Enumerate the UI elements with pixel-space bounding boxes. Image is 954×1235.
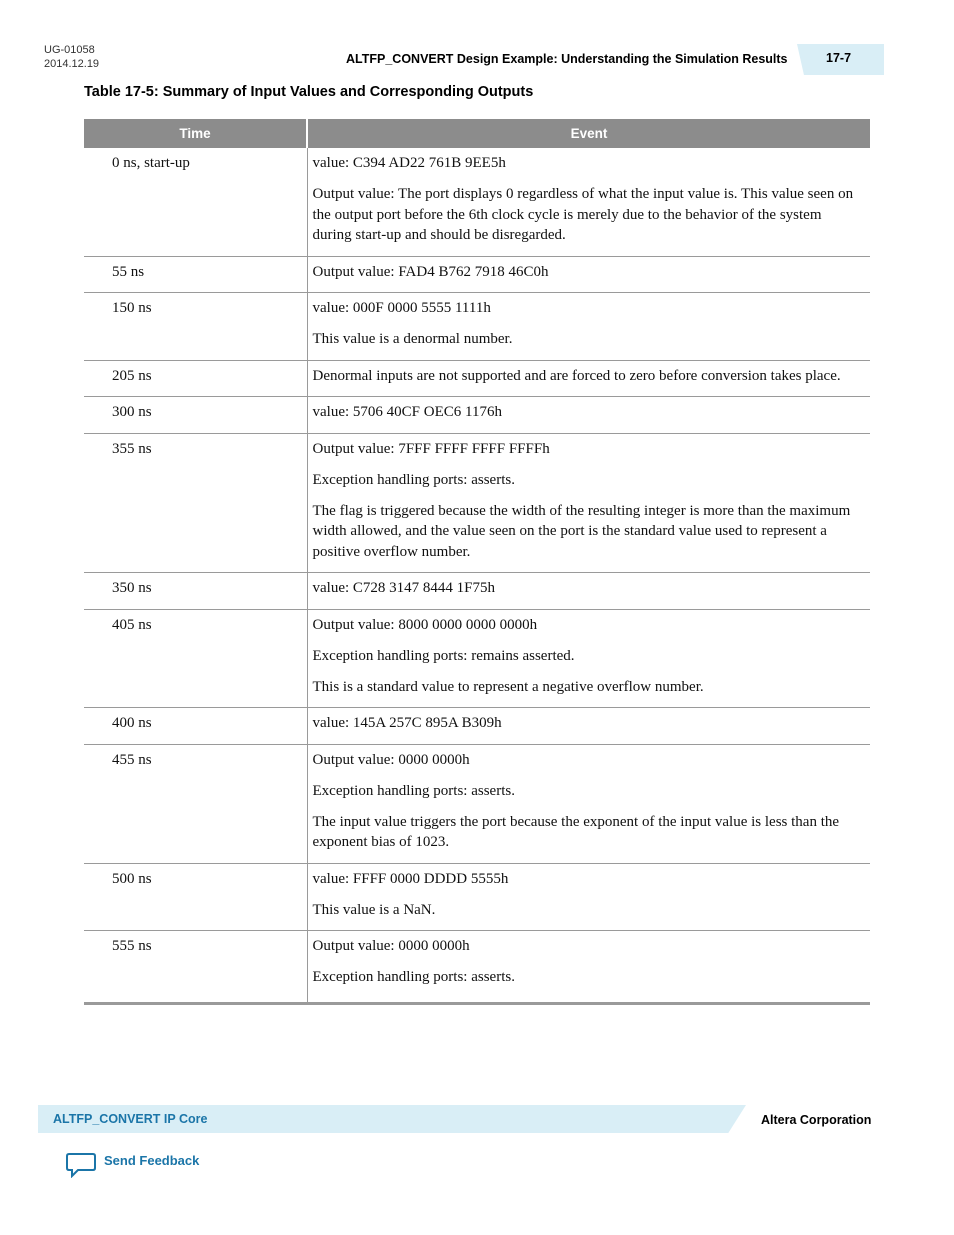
- event-paragraph: This is a standard value to represent a negative overflow number.: [312, 678, 704, 695]
- summary-table: [84, 119, 870, 1005]
- time-cell: 55 ns: [84, 256, 307, 293]
- event-paragraph: Exception handling ports: asserts.: [312, 969, 515, 985]
- event-paragraph: Output value: 0000 0000h: [312, 751, 470, 768]
- time-cell: 150 ns: [84, 293, 307, 361]
- event-paragraph: value: 000F 0000 5555 1111h: [312, 300, 491, 316]
- event-paragraph: value: 5706 40CF OEC6 1176h: [312, 404, 502, 420]
- event-paragraph: This value is a NaN.: [312, 901, 436, 918]
- table-row: [84, 744, 870, 863]
- time-cell: 500 ns: [84, 863, 307, 931]
- event-cell: [307, 931, 870, 1004]
- table-row: [84, 609, 870, 708]
- table-row: [84, 148, 870, 256]
- table-row: [84, 256, 870, 293]
- column-header-event: Event: [307, 119, 870, 148]
- event-cell: [307, 708, 870, 745]
- event-cell: [307, 148, 870, 256]
- event-cell: [307, 397, 870, 434]
- table-row: [84, 573, 870, 610]
- doc-number: UG-01058: [44, 44, 95, 56]
- table-row: [84, 863, 870, 931]
- event-paragraph: Exception handling ports: asserts.: [312, 782, 515, 799]
- time-cell: 400 ns: [84, 708, 307, 745]
- page-header-title: ALTFP_CONVERT Design Example: Understanding the Simulation Results: [346, 52, 788, 66]
- event-paragraph: Output value: The port displays 0 regardless of what the input value is. This value seen on the output port before the 6th clock cycle is merely due to the behavior of the system during start-up and should be disregarded.: [312, 186, 854, 243]
- table-body: [84, 148, 870, 1003]
- event-paragraph: Output value: FAD4 B762 7918 46C0h: [312, 263, 549, 280]
- event-cell: [307, 433, 870, 573]
- time-cell: 455 ns: [84, 744, 307, 863]
- event-paragraph: value: C728 3147 8444 1F75h: [312, 580, 495, 596]
- feedback-icon[interactable]: [66, 1152, 96, 1178]
- page-number: 17-7: [826, 51, 852, 65]
- event-paragraph: This value is a denormal number.: [312, 331, 513, 347]
- event-paragraph: Output value: 7FFF FFFF FFFF FFFFh: [312, 440, 550, 457]
- table-row: [84, 293, 870, 361]
- footer-product-link[interactable]: ALTFP_CONVERT IP Core: [53, 1112, 208, 1126]
- time-cell: 205 ns: [84, 360, 307, 397]
- event-cell: [307, 609, 870, 708]
- event-paragraph: Exception handling ports: remains asserted.: [312, 647, 575, 664]
- event-cell: [307, 360, 870, 397]
- document-id: [44, 43, 99, 71]
- event-paragraph: Output value: 8000 0000 0000 0000h: [312, 616, 538, 633]
- time-cell: 350 ns: [84, 573, 307, 610]
- doc-date: 2014.12.19: [44, 58, 100, 70]
- event-cell: [307, 293, 870, 361]
- event-paragraph: value: 145A 257C 895A B309h: [312, 715, 502, 731]
- event-paragraph: The input value triggers the port because the exponent of the input value is less than the exponent bias of 1023.: [312, 813, 840, 850]
- event-paragraph: value: C394 AD22 761B 9EE5h: [312, 155, 506, 171]
- time-cell: 405 ns: [84, 609, 307, 708]
- send-feedback-link[interactable]: Send Feedback: [104, 1153, 200, 1168]
- table-row: [84, 360, 870, 397]
- table-row: [84, 433, 870, 573]
- time-cell: 555 ns: [84, 931, 307, 1004]
- table-row: [84, 931, 870, 1004]
- event-paragraph: The flag is triggered because the width of the resulting integer is more than the maximum width allowed, and the value seen on the port is the standard value used to represent a positive overflow number.: [312, 502, 851, 560]
- table-row: [84, 708, 870, 745]
- event-cell: [307, 863, 870, 931]
- footer-company: Altera Corporation: [761, 1113, 872, 1127]
- table-row: [84, 397, 870, 434]
- event-paragraph: Denormal inputs are not supported and are forced to zero before conversion takes place.: [312, 367, 841, 384]
- event-cell: [307, 256, 870, 293]
- event-paragraph: value: FFFF 0000 DDDD 5555h: [312, 870, 509, 887]
- column-header-time: Time: [84, 119, 307, 148]
- table-caption: Table 17-5: Summary of Input Values and Corresponding Outputs: [84, 84, 534, 100]
- event-cell: [307, 744, 870, 863]
- time-cell: 0 ns, start-up: [84, 148, 307, 256]
- time-cell: 300 ns: [84, 397, 307, 434]
- table-header-row: [84, 119, 870, 148]
- event-paragraph: Output value: 0000 0000h: [312, 938, 470, 954]
- event-paragraph: Exception handling ports: asserts.: [312, 471, 515, 488]
- time-cell: 355 ns: [84, 433, 307, 573]
- event-cell: [307, 573, 870, 610]
